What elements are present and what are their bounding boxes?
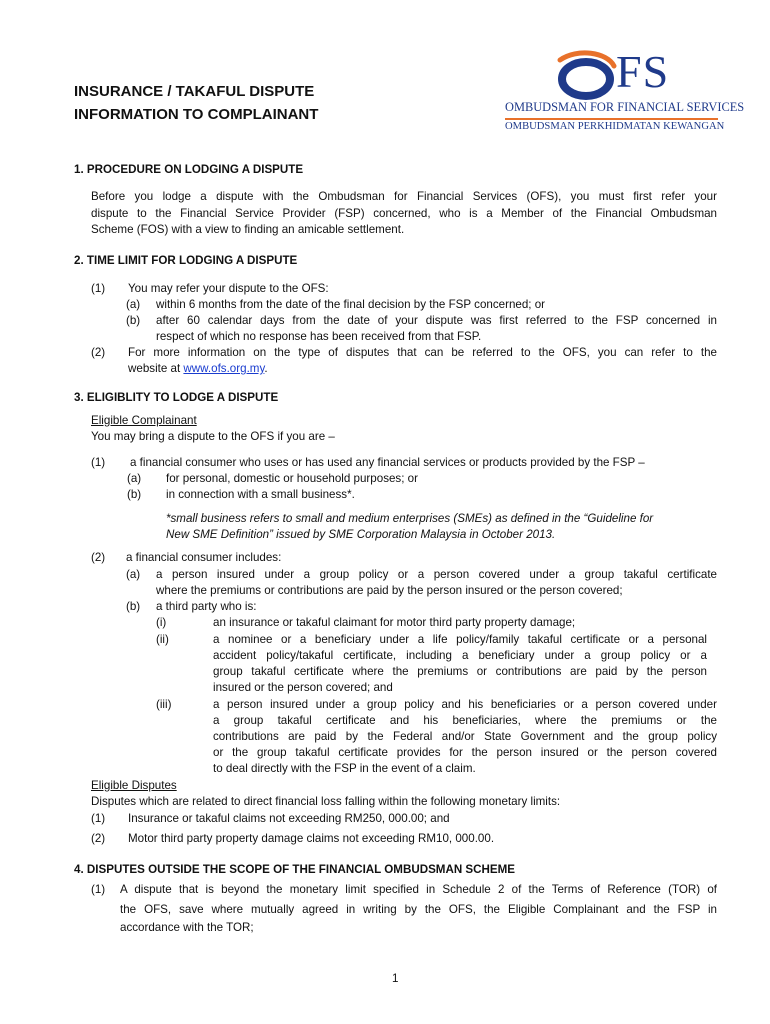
logo-divider — [505, 118, 718, 120]
sme-footnote: *small business refers to small and medium enterprises (SMEs) as defined in the “Guideline for — [166, 512, 654, 525]
list-roman: (iii) — [156, 698, 172, 711]
list-item-text: a third party who is: — [156, 600, 257, 613]
eligible-disputes-heading: Eligible Disputes — [91, 779, 177, 792]
list-number: (1) — [91, 883, 106, 896]
list-item-text: accident policy/takaful certificate, including a beneficiary under a group policy or a — [213, 649, 707, 662]
text-line: Disputes which are related to direct financial loss falling within the following monetary limits: — [91, 795, 561, 808]
list-item-text: for personal, domestic or household purposes; or — [166, 472, 418, 485]
section-1-heading: 1. PROCEDURE ON LODGING A DISPUTE — [74, 163, 304, 176]
list-item-text: within 6 months from the date of the final decision by the FSP concerned; or — [156, 298, 546, 311]
list-item-text: in connection with a small business*. — [166, 488, 355, 501]
text-line: Scheme (FOS) with a view to finding an amicable settlement. — [91, 223, 405, 236]
list-roman: (ii) — [156, 633, 169, 646]
list-item-text: a person insured under a group policy or a person covered under a group takaful certificate — [156, 568, 717, 581]
list-item-text: group takaful certificate where the premiums or contributions are paid by the person — [213, 665, 707, 678]
list-item-text: insured or the person covered; and — [213, 681, 393, 694]
list-number: (1) — [91, 456, 106, 469]
list-letter: (b) — [126, 314, 141, 327]
list-item-text: Insurance or takaful claims not exceeding RM250, 000.00; and — [128, 812, 450, 825]
list-number: (1) — [91, 282, 106, 295]
list-item-text: accordance with the TOR; — [120, 921, 254, 934]
eligible-complainant-heading: Eligible Complainant — [91, 414, 197, 427]
section-2-heading: 2. TIME LIMIT FOR LODGING A DISPUTE — [74, 254, 298, 267]
list-item-text: an insurance or takaful claimant for motor third party property damage; — [213, 616, 576, 629]
list-item-text: after 60 calendar days from the date of your dispute was first referred to the FSP concerned in — [156, 314, 717, 327]
list-letter: (a) — [127, 472, 142, 485]
website-line — [128, 361, 268, 377]
list-item-text: Motor third party property damage claims not exceeding RM10, 000.00. — [128, 832, 495, 845]
website-prefix: website at — [128, 362, 184, 375]
list-roman: (i) — [156, 616, 167, 629]
list-item-text: a group takaful certificate and his beneficiaries, where the premiums or the — [213, 714, 717, 727]
list-item-text: a financial consumer includes: — [126, 551, 282, 564]
list-item-text: a financial consumer who uses or has used any financial services or products provided by the FSP – — [130, 456, 645, 469]
list-item-text: contributions are paid by the Federal and/or State Government and the group policy — [213, 730, 717, 743]
list-item-text: respect of which no response has been received from that FSP. — [156, 330, 482, 343]
page-title: INSURANCE / TAKAFUL DISPUTE — [74, 83, 315, 100]
sme-footnote: New SME Definition” issued by SME Corporation Malaysia in October 2013. — [166, 528, 556, 541]
list-number: (2) — [91, 832, 106, 845]
list-item-text: a nominee or a beneficiary under a life policy/family takaful certificate or a personal — [213, 633, 707, 646]
list-letter: (b) — [126, 600, 141, 613]
list-number: (2) — [91, 346, 106, 359]
text-line: You may bring a dispute to the OFS if you are – — [91, 430, 335, 443]
logo-name-en: OMBUDSMAN FOR FINANCIAL SERVICES — [505, 100, 745, 114]
section-4-heading: 4. DISPUTES OUTSIDE THE SCOPE OF THE FINANCIAL OMBUDSMAN SCHEME — [74, 863, 516, 876]
list-letter: (b) — [127, 488, 142, 501]
list-item-text: the OFS, save where mutually agreed in writing by the OFS, the Eligible Complainant and the FSP in — [120, 903, 717, 916]
website-suffix: . — [264, 362, 268, 375]
page-number: 1 — [392, 972, 399, 985]
list-number: (2) — [91, 551, 106, 564]
list-letter: (a) — [126, 298, 141, 311]
ofs-logo — [500, 46, 745, 136]
list-letter: (a) — [126, 568, 141, 581]
list-item-text: For more information on the type of disputes that can be referred to the OFS, you can refer to the — [128, 346, 717, 359]
list-item-text: where the premiums or contributions are paid by the person insured or the person covered; — [156, 584, 623, 597]
list-item-text: A dispute that is beyond the monetary limit specified in Schedule 2 of the Terms of Reference (TOR) of — [120, 883, 717, 896]
ofs-logo-mark — [552, 50, 622, 100]
list-number: (1) — [91, 812, 106, 825]
list-item-text: to deal directly with the FSP in the event of a claim. — [213, 762, 476, 775]
list-item-text: or the group takaful certificate provides for the person insured or the person covered — [213, 746, 717, 759]
logo-letters: FS — [616, 46, 670, 97]
section-3-heading: 3. ELIGIBLITY TO LODGE A DISPUTE — [74, 391, 279, 404]
text-line: dispute to the Financial Service Provider (FSP) concerned, who is a Member of the Financial Ombudsman — [91, 207, 717, 220]
page-subtitle: INFORMATION TO COMPLAINANT — [74, 106, 319, 123]
text-line: Before you lodge a dispute with the Ombudsman for Financial Services (OFS), you must first refer your — [91, 190, 717, 203]
list-item-text: You may refer your dispute to the OFS: — [128, 282, 329, 295]
list-item-text: a person insured under a group policy and his beneficiaries or a person covered under — [213, 698, 717, 711]
logo-name-ms: OMBUDSMAN PERKHIDMATAN KEWANGAN — [505, 121, 725, 132]
ofs-website-link[interactable]: www.ofs.org.my — [183, 362, 265, 375]
